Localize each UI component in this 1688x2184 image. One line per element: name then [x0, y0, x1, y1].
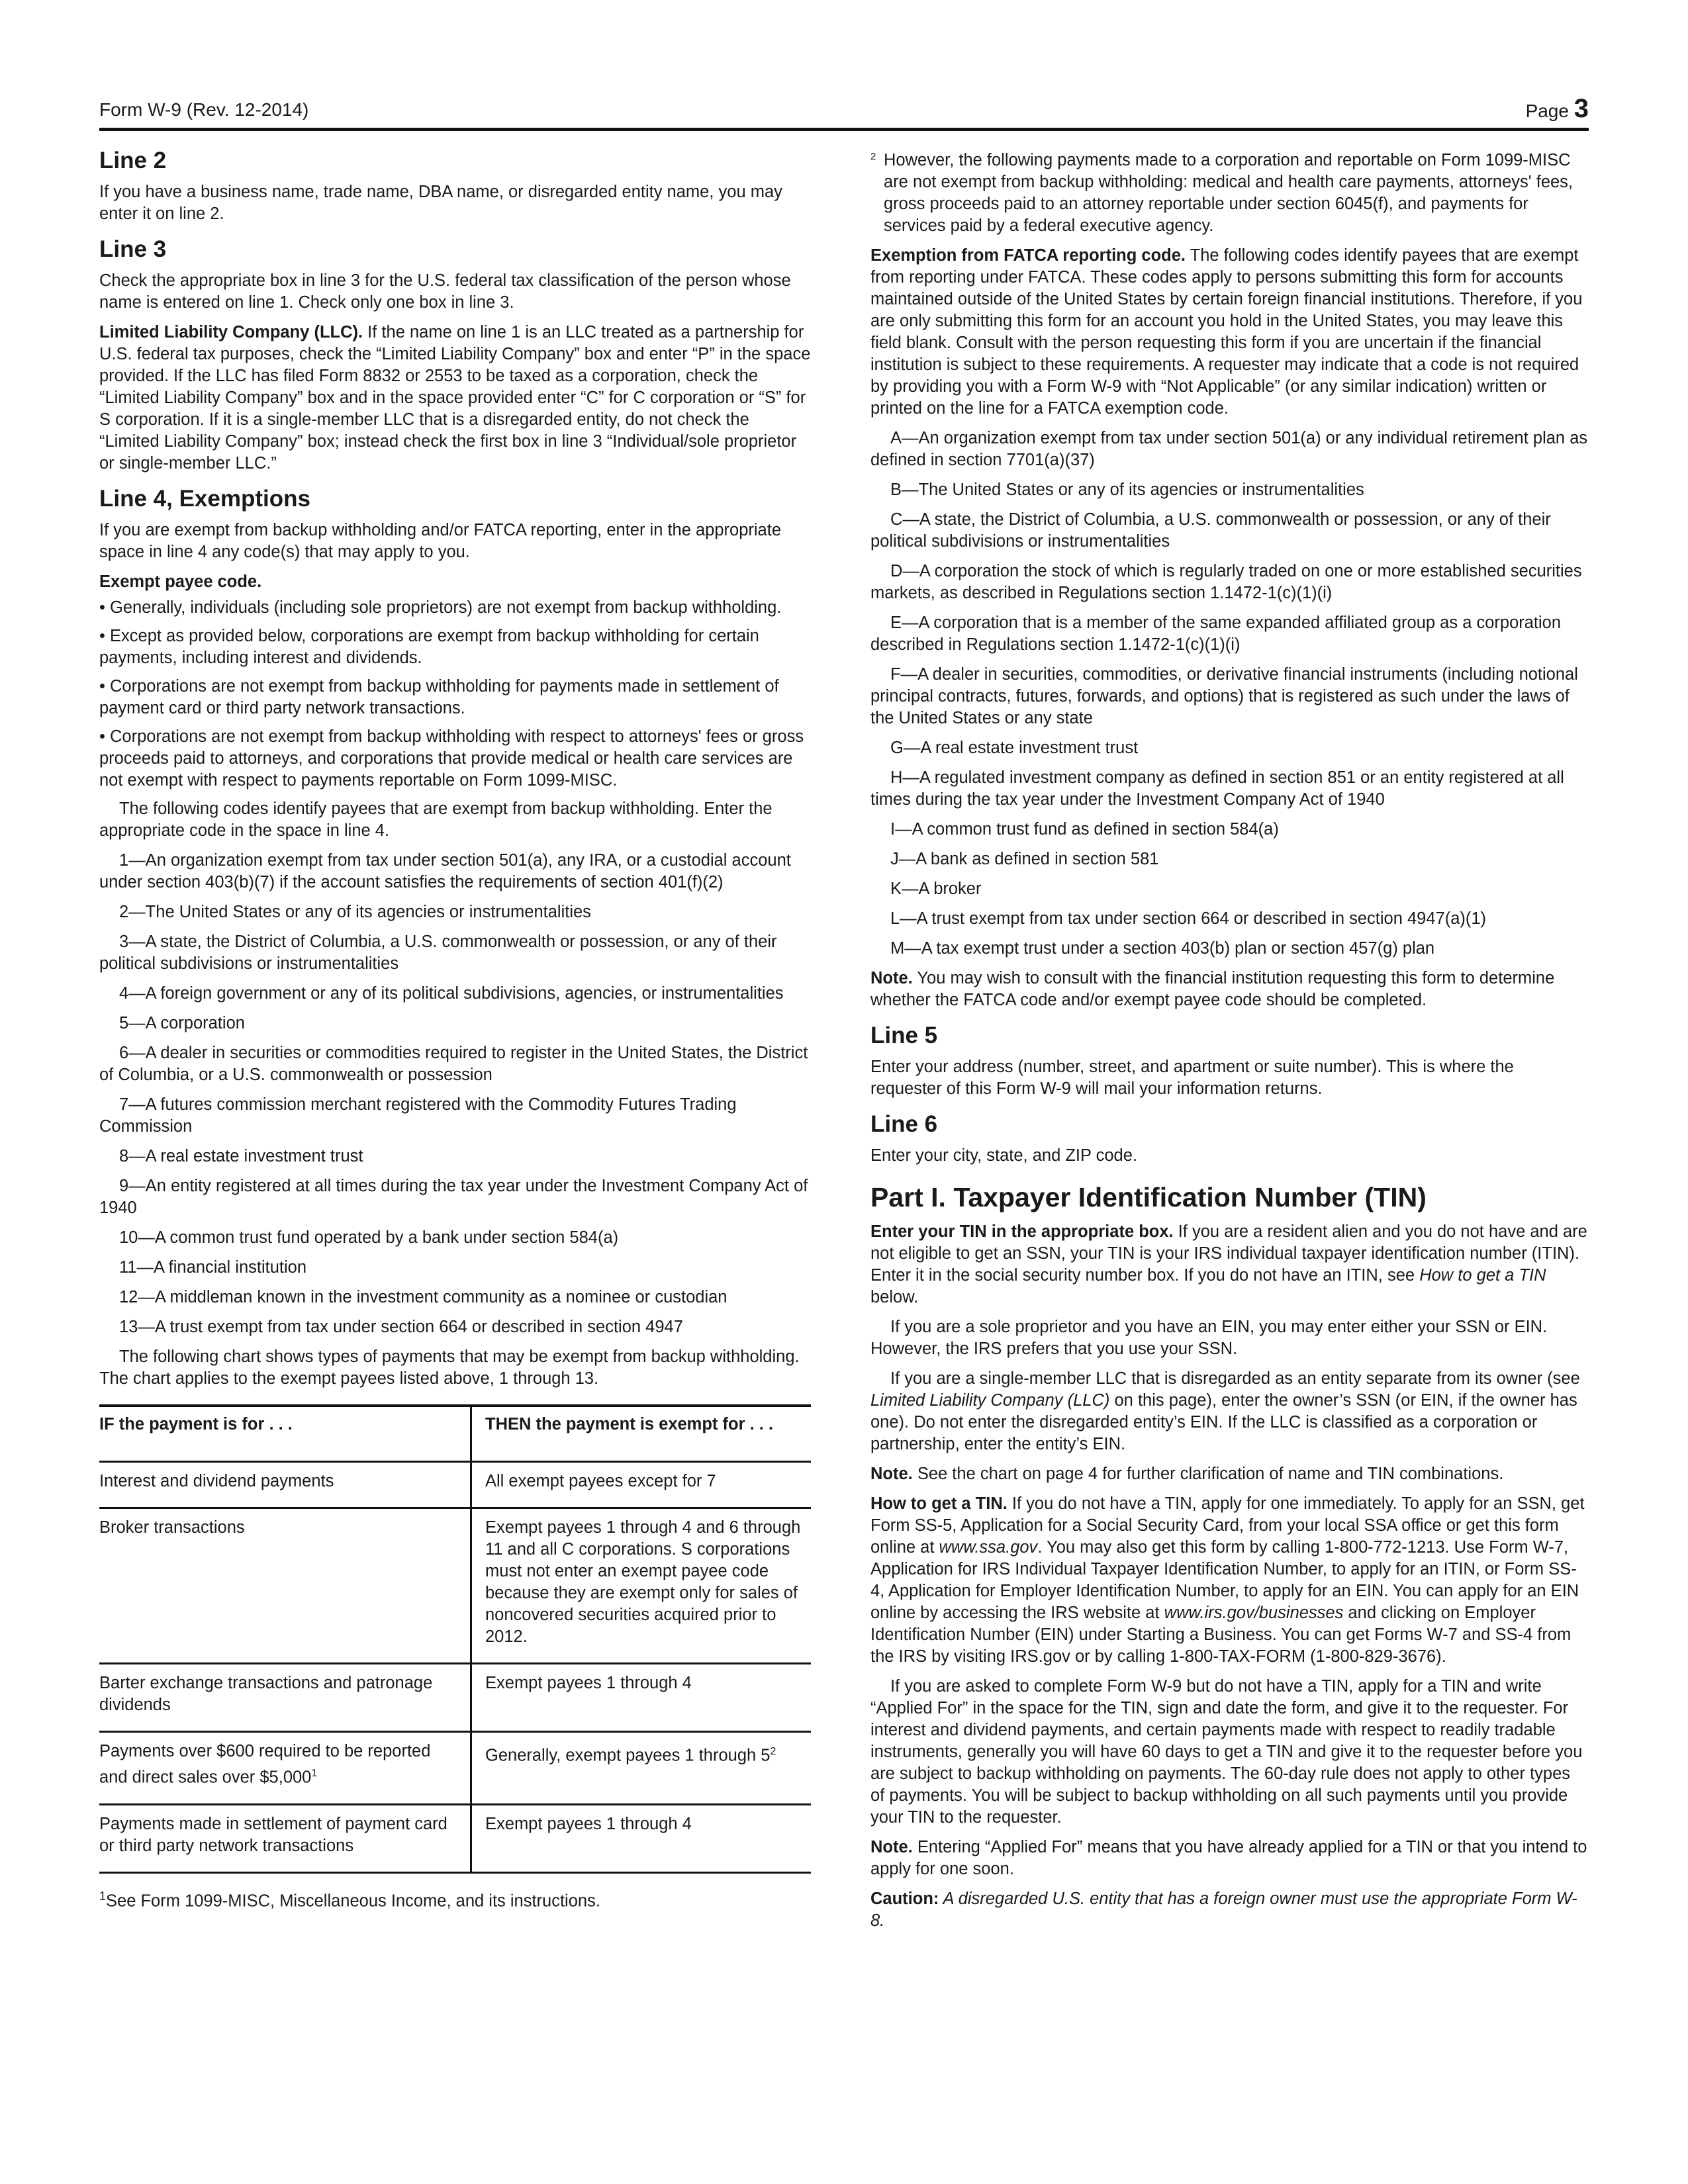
footnote-ref: 1	[311, 1768, 318, 1779]
line5-heading: Line 5	[870, 1023, 938, 1048]
tin-paragraph	[870, 1221, 1589, 1308]
applied-for-paragraph: If you are asked to complete Form W-9 but do not have a TIN, apply for a TIN and write “Applied For” in the space for the TIN, sign and date the form, and give it to the requester. For interest and dividend payments, and certain payments made with respect to readily tradable instruments, generally you will have 60 days to get a TIN and give it to the requester before you are subject to backup withholding on payments. The 60-day rule does not apply to other types of payments. You will be subject to backup withholding on all such payments until you provide your TIN to the requester.	[870, 1677, 1583, 1827]
exempt-code-item: 7—A futures commission merchant registered with the Commodity Futures Trading Commission	[99, 1095, 737, 1136]
table-row	[99, 1804, 811, 1872]
note-text: See the chart on page 4 for further clarification of name and TIN combinations.	[912, 1465, 1504, 1483]
fatca-code-item: D—A corporation the stock of which is regularly traded on one or more established securities markets, as described in Regulations section 1.1472-1(c)(1)(i)	[870, 562, 1582, 602]
line3-text: Check the appropriate box in line 3 for the U.S. federal tax classification of the person whose name is entered on line 1. Check only one box in line 3.	[99, 271, 791, 312]
exempt-code-item: 8—A real estate investment trust	[119, 1147, 363, 1165]
irs-businesses-link[interactable]: www.irs.gov/businesses	[1164, 1604, 1344, 1622]
table-cell: Barter exchange transactions and patronage dividends	[99, 1664, 471, 1732]
ssa-link[interactable]: www.ssa.gov	[939, 1538, 1038, 1557]
exempt-code-item: 1—An organization exempt from tax under section 501(a), any IRA, or a custodial account under section 403(b)(7) if the account satisfies the requirements of section 401(f)(2)	[99, 851, 791, 891]
caution-text: A disregarded U.S. entity that has a foreign owner must use the appropriate Form W-8.	[870, 1889, 1577, 1930]
table-cell: Broker transactions	[99, 1508, 471, 1664]
single-member-llc-paragraph	[870, 1368, 1589, 1455]
llc-text: If the name on line 1 is an LLC treated as a partnership for U.S. federal tax purposes, check the “Limited Liability Company” box and enter “P” in the space provided. If the LLC has filed Form 8832 or 2553 to be taxed as a corporation, check the “Limited Liability Company” box and in the space provided enter “C” for C corporation or “S” for S corporation. If it is a single-member LLC that is a disregarded entity, do not check the “Limited Liability Company” box; instead check the first box in line 3 “Individual/sole proprietor or single-member LLC.”	[99, 323, 811, 473]
exempt-code-item: 2—The United States or any of its agencies or instrumentalities	[119, 903, 591, 921]
note-label: Note.	[870, 1465, 913, 1483]
line4-heading: Line 4, Exemptions	[99, 486, 310, 512]
page-label: Page	[1525, 101, 1569, 121]
footnote-mark: 1	[99, 1889, 107, 1903]
note-text: You may wish to consult with the financial institution requesting this form to determine whether the FATCA code and/or exempt payee code should be completed.	[870, 969, 1555, 1009]
applied-for-note	[870, 1837, 1589, 1880]
exempt-code-item: 4—A foreign government or any of its political subdivisions, agencies, or instrumentalities	[119, 984, 784, 1003]
chart-note	[870, 1463, 1589, 1485]
left-column	[99, 144, 811, 1912]
footnote-1	[99, 1886, 811, 1913]
llc-crossref: Limited Liability Company (LLC)	[870, 1391, 1110, 1410]
fatca-code-item: H—A regulated investment company as defined in section 851 or an entity registered at all times during the tax year under the Investment Company Act of 1940	[870, 768, 1564, 809]
tin-crossref: How to get a TIN	[1419, 1266, 1546, 1285]
llc-text: on this page), enter the owner’s SSN (or EIN, if the owner has one). Do not enter the disregarded entity’s EIN. If the LLC is classified as a corporation or partnership, enter the entity’s EIN.	[870, 1391, 1577, 1453]
exempt-code-item: 5—A corporation	[119, 1014, 245, 1032]
bullet-item: • Generally, individuals (including sole proprietors) are not exempt from backup withholding.	[99, 598, 782, 617]
fatca-text: The following codes identify payees that are exempt from reporting under FATCA. These codes apply to persons submitting this form for accounts maintained outside of the United States by certain foreign financial institutions. Therefore, if you are only submitting this form for an account you hold in the United States, you may leave this field blank. Consult with the person requesting this form if you are uncertain if the financial institution is subject to these requirements. A requester may indicate that a code is not required by providing you with a Form W-9 with “Not Applicable” (or any similar indication) written or printed on the line for a FATCA exemption code.	[870, 246, 1583, 418]
llc-paragraph	[99, 322, 811, 475]
exempt-payee-label: Exempt payee code.	[99, 572, 262, 591]
fatca-code-item: I—A common trust fund as defined in section 584(a)	[890, 820, 1279, 839]
exempt-code-item: 11—A financial institution	[119, 1258, 307, 1277]
sole-proprietor-paragraph: If you are a sole proprietor and you have an EIN, you may enter either your SSN or EIN. However, the IRS prefers that you use your SSN.	[870, 1318, 1548, 1358]
cell-text: Generally, exempt payees 1 through 5	[485, 1746, 771, 1765]
table-cell	[471, 1732, 812, 1805]
fatca-paragraph	[870, 245, 1589, 420]
exempt-code-item: 12—A middleman known in the investment community as a nominee or custodian	[119, 1288, 727, 1306]
fatca-run-in-heading: Exemption from FATCA reporting code.	[870, 246, 1186, 265]
table-cell	[99, 1732, 471, 1805]
tin-text: If you are a resident alien and you do not have and are not eligible to get an SSN, your TIN is your IRS individual taxpayer identification number (ITIN). Enter it in the social security number box. If you do not have an ITIN, see	[870, 1222, 1587, 1285]
footnote-2	[870, 150, 1589, 237]
table-cell: All exempt payees except for 7	[471, 1462, 812, 1508]
bullet-item: • Corporations are not exempt from backup withholding with respect to attorneys' fees or gross proceeds paid to attorneys, and corporations that provide medical or health care services are not exempt with respect to payments reportable on Form 1099-MISC.	[99, 727, 804, 790]
caution-label: Caution:	[870, 1889, 939, 1908]
bullet-item: • Except as provided below, corporations are exempt from backup withholding for certain payments, including interest and dividends.	[99, 627, 759, 667]
exempt-code-item: 9—An entity registered at all times during the tax year under the Investment Company Act of 1940	[99, 1177, 808, 1217]
tin-text: below.	[870, 1288, 919, 1306]
line2-heading: Line 2	[99, 148, 167, 173]
table-cell: Exempt payees 1 through 4 and 6 through 11 and all C corporations. S corporations must not enter an exempt payee code because they are exempt only for sales of noncovered securities acquired prior to 2012.	[471, 1508, 812, 1664]
footnote-text: See Form 1099-MISC, Miscellaneous Income, and its instructions.	[106, 1891, 600, 1910]
chart-intro: The following chart shows types of payments that may be exempt from backup withholding. The chart applies to the exempt payees listed above, 1 through 13.	[99, 1347, 800, 1388]
table-row	[99, 1462, 811, 1508]
table-header-row	[99, 1406, 811, 1462]
exemption-chart-table	[99, 1404, 811, 1874]
howto-text: and clicking on Employer Identification Number (EIN) under Starting a Business. You can get Forms W-7 and SS-4 from the IRS by visiting IRS.gov or by calling 1-800-TAX-FORM (1-800-829-3676).	[870, 1604, 1571, 1666]
table-row	[99, 1732, 811, 1805]
exempt-code-item: 6—A dealer in securities or commodities required to register in the United States, the District of Columbia, or a U.S. commonwealth or possession	[99, 1044, 808, 1084]
note-label: Note.	[870, 969, 913, 987]
howto-text: . You may also get this form by calling 1-800-772-1213. Use Form W-7, Application for IRS Individual Taxpayer Identification Number, to apply for an ITIN, or Form SS-4, Application for Employer Identification Number, to apply for an EIN. You can apply for an EIN online by accessing the IRS website at	[870, 1538, 1579, 1622]
footnote-text: However, the following payments made to a corporation and reportable on Form 1099-MISC are not exempt from backup withholding: medical and health care payments, attorneys' fees, gross proceeds paid to an attorney reportable under section 6045(f), and payments for services paid by a federal executive agency.	[884, 151, 1573, 235]
exempt-code-item: 10—A common trust fund operated by a bank under section 584(a)	[119, 1228, 619, 1247]
table-row	[99, 1664, 811, 1732]
table-cell: Payments made in settlement of payment card or third party network transactions	[99, 1804, 471, 1872]
table-cell: Interest and dividend payments	[99, 1462, 471, 1508]
bullet-item: • Corporations are not exempt from backup withholding for payments made in settlement of payment card or third party network transactions.	[99, 677, 779, 717]
how-to-get-tin-paragraph	[870, 1493, 1589, 1668]
howto-run-in-heading: How to get a TIN.	[870, 1494, 1008, 1513]
tin-run-in-heading: Enter your TIN in the appropriate box.	[870, 1222, 1174, 1241]
fatca-code-item: E—A corporation that is a member of the same expanded affiliated group as a corporation described in Regulations section 1.1472-1(c)(1)(i)	[870, 614, 1562, 654]
page-indicator	[1526, 94, 1589, 124]
table-row	[99, 1508, 811, 1664]
line4-text: If you are exempt from backup withholding and/or FATCA reporting, enter in the appropriate space in line 4 any code(s) that may apply to you.	[99, 521, 782, 561]
fatca-note	[870, 968, 1589, 1011]
footnote-ref: 2	[770, 1746, 776, 1757]
howto-text: If you do not have a TIN, apply for one immediately. To apply for an SSN, get Form SS-5, Application for a Social Security Card, from your local SSA office or get this form online at	[870, 1494, 1585, 1557]
column-header: IF the payment is for . . .	[99, 1406, 471, 1462]
note-label: Note.	[870, 1838, 913, 1856]
page-number: 3	[1573, 94, 1589, 123]
line2-text: If you have a business name, trade name, DBA name, or disregarded entity name, you may enter it on line 2.	[99, 183, 782, 223]
exempt-code-item: 13—A trust exempt from tax under section 664 or described in section 4947	[119, 1318, 683, 1336]
exempt-code-item: 3—A state, the District of Columbia, a U.S. commonwealth or possession, or any of their political subdivisions or instrumentalities	[99, 933, 777, 973]
line6-heading: Line 6	[870, 1111, 938, 1137]
cell-text: Payments over $600 required to be reported and direct sales over $5,000	[99, 1742, 431, 1787]
right-column	[870, 144, 1589, 1940]
codes-intro: The following codes identify payees that are exempt from backup withholding. Enter the appropriate code in the space in line 4.	[99, 799, 773, 840]
line5-text: Enter your address (number, street, and apartment or suite number). This is where the requester of this Form W-9 will mail your information returns.	[870, 1058, 1514, 1098]
footnote-mark: 2	[870, 151, 876, 162]
fatca-code-item: G—A real estate investment trust	[890, 739, 1139, 757]
form-reference: Form W-9 (Rev. 12-2014)	[99, 99, 309, 120]
fatca-code-item: L—A trust exempt from tax under section 664 or described in section 4947(a)(1)	[890, 909, 1487, 928]
caution-paragraph	[870, 1888, 1589, 1932]
part1-heading: Part I. Taxpayer Identification Number (TIN)	[870, 1182, 1427, 1212]
header-rule	[99, 128, 1589, 131]
line3-heading: Line 3	[99, 236, 167, 262]
fatca-code-item: J—A bank as defined in section 581	[890, 850, 1159, 868]
table-cell: Exempt payees 1 through 4	[471, 1804, 812, 1872]
fatca-code-item: B—The United States or any of its agencies or instrumentalities	[890, 480, 1364, 499]
exempt-payee-heading	[99, 571, 811, 593]
fatca-code-item: C—A state, the District of Columbia, a U.S. commonwealth or possession, or any of their political subdivisions or instrumentalities	[870, 510, 1551, 551]
column-header: THEN the payment is exempt for . . .	[471, 1406, 812, 1462]
fatca-code-item: F—A dealer in securities, commodities, or derivative financial instruments (including notional principal contracts, futures, forwards, and options) that is registered as such under the laws of the United States or any state	[870, 665, 1578, 727]
note-text: Entering “Applied For” means that you have already applied for a TIN or that you intend to apply for one soon.	[870, 1838, 1587, 1878]
fatca-code-item: M—A tax exempt trust under a section 403(b) plan or section 457(g) plan	[890, 939, 1435, 958]
table-cell: Exempt payees 1 through 4	[471, 1664, 812, 1732]
llc-run-in-heading: Limited Liability Company (LLC).	[99, 323, 363, 341]
fatca-code-item: K—A broker	[890, 880, 982, 898]
fatca-code-item: A—An organization exempt from tax under section 501(a) or any individual retirement plan as defined in section 7701(a)(37)	[870, 429, 1588, 469]
llc-text: If you are a single-member LLC that is disregarded as an entity separate from its owner (see	[890, 1369, 1580, 1388]
line6-text: Enter your city, state, and ZIP code.	[870, 1146, 1138, 1165]
